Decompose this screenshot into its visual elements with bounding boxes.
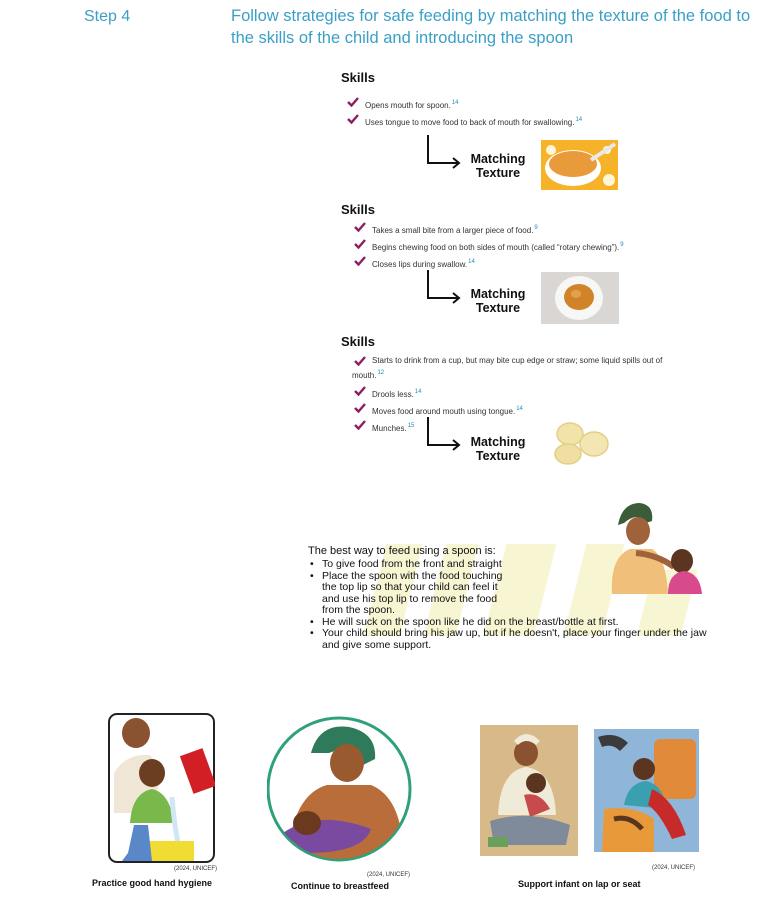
skills-heading-1: Skills [341, 70, 375, 85]
checkmark-icon [354, 255, 366, 267]
skills-heading-2: Skills [341, 202, 375, 217]
checkmark-icon [354, 402, 366, 414]
image-credit: (2024, UNICEF) [174, 866, 218, 872]
skills-list-3 [352, 355, 677, 436]
skill-item: Uses tongue to move food to back of mouth for swallowing.$^{14}$ [345, 113, 675, 130]
checkmark-icon [354, 355, 366, 367]
spoon-feeding-point: • To give food from the front and straight [308, 559, 708, 571]
skill-item: Begins chewing food on both sides of mouth (called “rotary chewing”).$^9$ [352, 238, 682, 255]
skills-list-2 [352, 221, 682, 272]
spoon-feeding-point: • Place the spoon with the food touching the top lip so that your child can feel it and use his top lip to remove the food from the spoon. [308, 571, 512, 617]
skill-item: Munches.$^{15}$ [352, 419, 677, 436]
skill-item: Moves food around mouth using tongue.$^{14}$ [352, 402, 677, 419]
image-credit: (2024, UNICEF) [652, 865, 696, 871]
checkmark-icon [354, 419, 366, 431]
hand-hygiene-illustration [108, 713, 215, 863]
caption-breastfeed: Continue to breastfeed [291, 881, 390, 891]
skill-item: Closes lips during swallow.$^{14}$ [352, 255, 682, 272]
checkmark-icon [347, 96, 359, 108]
breastfeed-illustration [267, 713, 412, 865]
arrow-icon [424, 415, 462, 453]
matching-texture-label-2: Matching Texture [470, 287, 526, 315]
mashed-food-image [541, 272, 619, 324]
caption-lap-seat-support: Support infant on lap or seat [518, 879, 641, 889]
skills-heading-3: Skills [341, 334, 375, 349]
checkmark-icon [354, 238, 366, 250]
skill-item: Drools less.$^{14}$ [352, 385, 677, 402]
checkmark-icon [347, 113, 359, 125]
mother-feeding-child-illustration [608, 497, 704, 594]
banana-slices-image [548, 418, 614, 468]
seat-support-illustration [594, 729, 699, 852]
spoon-feeding-point: • He will suck on the spoon like he did on the breast/bottle at first. [308, 617, 708, 629]
arrow-icon [424, 268, 462, 306]
lap-support-illustration [480, 725, 578, 856]
image-credit: (2024, UNICEF) [367, 872, 411, 878]
skill-item: Takes a small bite from a larger piece of food.$^9$ [352, 221, 682, 238]
step-label: Step 4 [84, 8, 131, 25]
matching-texture-label-1: Matching Texture [470, 152, 526, 180]
pureed-food-image [541, 140, 618, 190]
skills-list-1 [345, 96, 675, 130]
spoon-feeding-title: The best way to feed using a spoon is: [308, 545, 496, 557]
spoon-feeding-point: • Your child should bring his jaw up, but if he doesn't, place your finger under the jaw and give some support. [308, 628, 714, 651]
skill-item: Opens mouth for spoon.$^{14}$ [345, 96, 675, 113]
arrow-icon [424, 133, 462, 171]
checkmark-icon [354, 385, 366, 397]
step-instruction: Follow strategies for safe feeding by matching the texture of the food to the skills of the child and introducing the spoon [231, 7, 751, 47]
checkmark-icon [354, 221, 366, 233]
matching-texture-label-3: Matching Texture [470, 435, 526, 463]
caption-hand-hygiene: Practice good hand hygiene [92, 878, 213, 888]
skill-item: Starts to drink from a cup, but may bite cup edge or straw; some liquid spills out of mouth.$^{12}$ [352, 356, 663, 380]
